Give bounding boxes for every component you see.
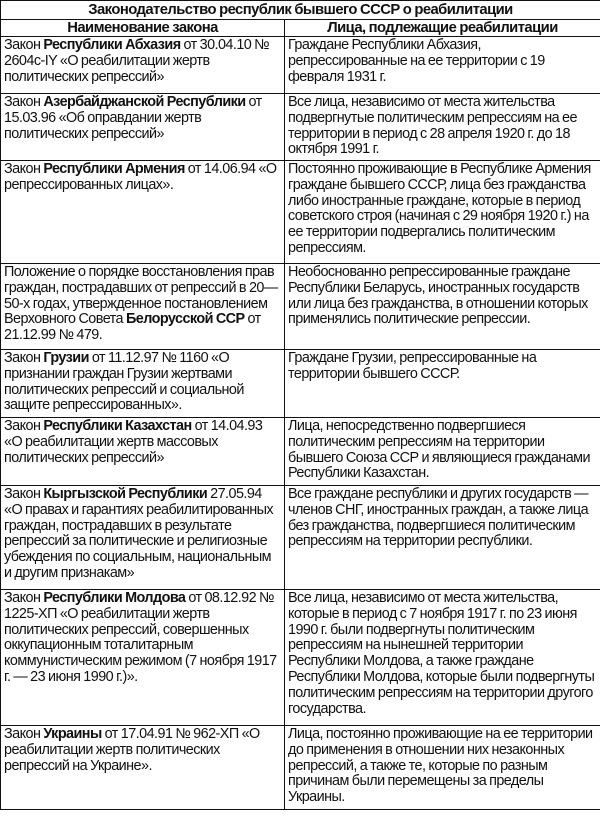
law-cell	[1, 37, 285, 94]
table-row	[1, 590, 600, 726]
law-text: от 14.04.93 «О реабилитации жертв массовых политических репрессий»	[4, 418, 263, 466]
table-row	[1, 94, 600, 161]
persons-cell: Лица, постоянно проживающие на ее территории до применения в отношении них незаконных репрессий, а также те, которые по разным причинам были перемещены за пределы Украины.	[285, 726, 600, 810]
law-text: от 15.03.96 «Об оправдании жертв политических репрессий»	[4, 94, 262, 142]
law-text: Закон	[4, 161, 44, 177]
law-text: Закон	[4, 37, 44, 53]
table-header-row	[1, 20, 600, 37]
law-cell	[1, 726, 285, 810]
law-country: Республики Армения	[43, 161, 185, 177]
law-cell	[1, 418, 285, 486]
law-cell	[1, 486, 285, 590]
law-text: Закон	[4, 486, 44, 502]
persons-cell: Лица, непосредственно подвергшиеся политическим репрессиям на территории бывшего Союза ССР и являющиеся гражданами Республики Казахстан.	[285, 418, 600, 486]
law-country: Республики Молдова	[43, 590, 186, 606]
law-cell	[1, 161, 285, 264]
header-persons: Лица, подлежащие реабилитации	[285, 20, 600, 37]
law-text: 27.05.94 «О правах и гарантиях реабилитированных граждан, пострадавших в результате репрессий за политические и религиозные убеждения по социальным, национальным и другим признакам»	[4, 486, 274, 581]
persons-cell: Необоснованно репрессированные граждане Республики Беларусь, иностранных государств или лица без гражданства, в отношении которых применялись политические репрессии.	[285, 264, 600, 350]
law-country: Азербайджанской Республики	[43, 94, 246, 110]
law-country: Республики Абхазия	[43, 37, 181, 53]
law-cell	[1, 264, 285, 350]
persons-cell: Все лица, независимо от места жительства подвергнутые политическим репрессиям на ее территории в период с 28 апреля 1920 г. до 18 октября 1991 г.	[285, 94, 600, 161]
law-text: от 21.12.99 № 479.	[4, 311, 261, 344]
law-country: Республики Казахстан	[43, 418, 192, 434]
law-text: Закон	[4, 94, 44, 110]
table-title-row	[1, 1, 600, 20]
law-country: Белорусской ССР	[125, 311, 245, 328]
law-text: от 30.04.10 № 2604с-IY «О реабилитации жертв политических репрессий»	[4, 37, 270, 85]
law-text: от 14.06.94 «О репрессированных лицах».	[4, 161, 277, 193]
persons-cell: Граждане Грузии, репрессированные на территории бывшего СССР.	[285, 350, 600, 418]
table-row	[1, 161, 600, 264]
table-row	[1, 486, 600, 590]
law-text: Закон	[4, 418, 44, 434]
law-cell	[1, 94, 285, 161]
law-cell	[1, 350, 285, 418]
persons-cell: Все граждане республики и других государств — членов СНГ, иностранных граждан, а также лица без гражданства, подвергшиеся политическим репрессиям на территории республики.	[285, 486, 600, 590]
persons-cell: Все лица, независимо от места жительства, которые в период с 7 ноября 1917 г. по 23 июня 1990 г. были подвергнуты политическим репрессиям на нынешней территории Республики Молдова, а также граждане Республики Молдова, которые были подвергнуты политическим репрессиям на территории другого государства.	[285, 590, 600, 726]
law-text: от 11.12.97 № 1160 «О признании граждан Грузии жертвами политических репрессий и социальной защите репрессированных».	[4, 350, 244, 414]
table-row	[1, 350, 600, 418]
law-text: Закон	[4, 590, 44, 606]
law-country: Кыргызской Республики	[43, 486, 208, 502]
law-text: от 08.12.92 № 1225-ХП «О реабилитации жертв политических репрессий, совершенных оккупационным тоталитарным коммунистическим режимом (7 ноября 1917 г. — 23 июня 1990 г.)».	[4, 590, 277, 685]
law-cell	[1, 590, 285, 726]
persons-cell: Граждане Республики Абхазия, репрессированные на ее территории с 19 февраля 1931 г.	[285, 37, 600, 94]
table-row	[1, 37, 600, 94]
table-row	[1, 418, 600, 486]
law-country: Грузии	[43, 350, 89, 366]
law-text: Закон	[4, 726, 44, 742]
law-text: Положение о порядке восстановления прав граждан, пострадавших от репрессий в 20—50-х годах, утвержденное постановлением Верховного Совета	[4, 264, 278, 328]
law-text: Закон	[4, 350, 44, 366]
law-country: Украины	[43, 726, 102, 742]
table-row	[1, 726, 600, 810]
persons-cell: Постоянно проживающие в Республике Армения граждане бывшего СССР, лица без гражданства либо иностранные граждане, которые в период советского строя (начиная с 29 ноября 1920 г.) на ее территории подвергались политическим репрессиям.	[285, 161, 600, 264]
header-law-name: Наименование закона	[1, 20, 285, 37]
table-title: Законодательство республик бывшего СССР о реабилитации	[1, 1, 600, 20]
law-text: от 17.04.91 № 962-ХП «О реабилитации жертв политических репрессий на Украине».	[4, 726, 260, 774]
table-row	[1, 264, 600, 350]
